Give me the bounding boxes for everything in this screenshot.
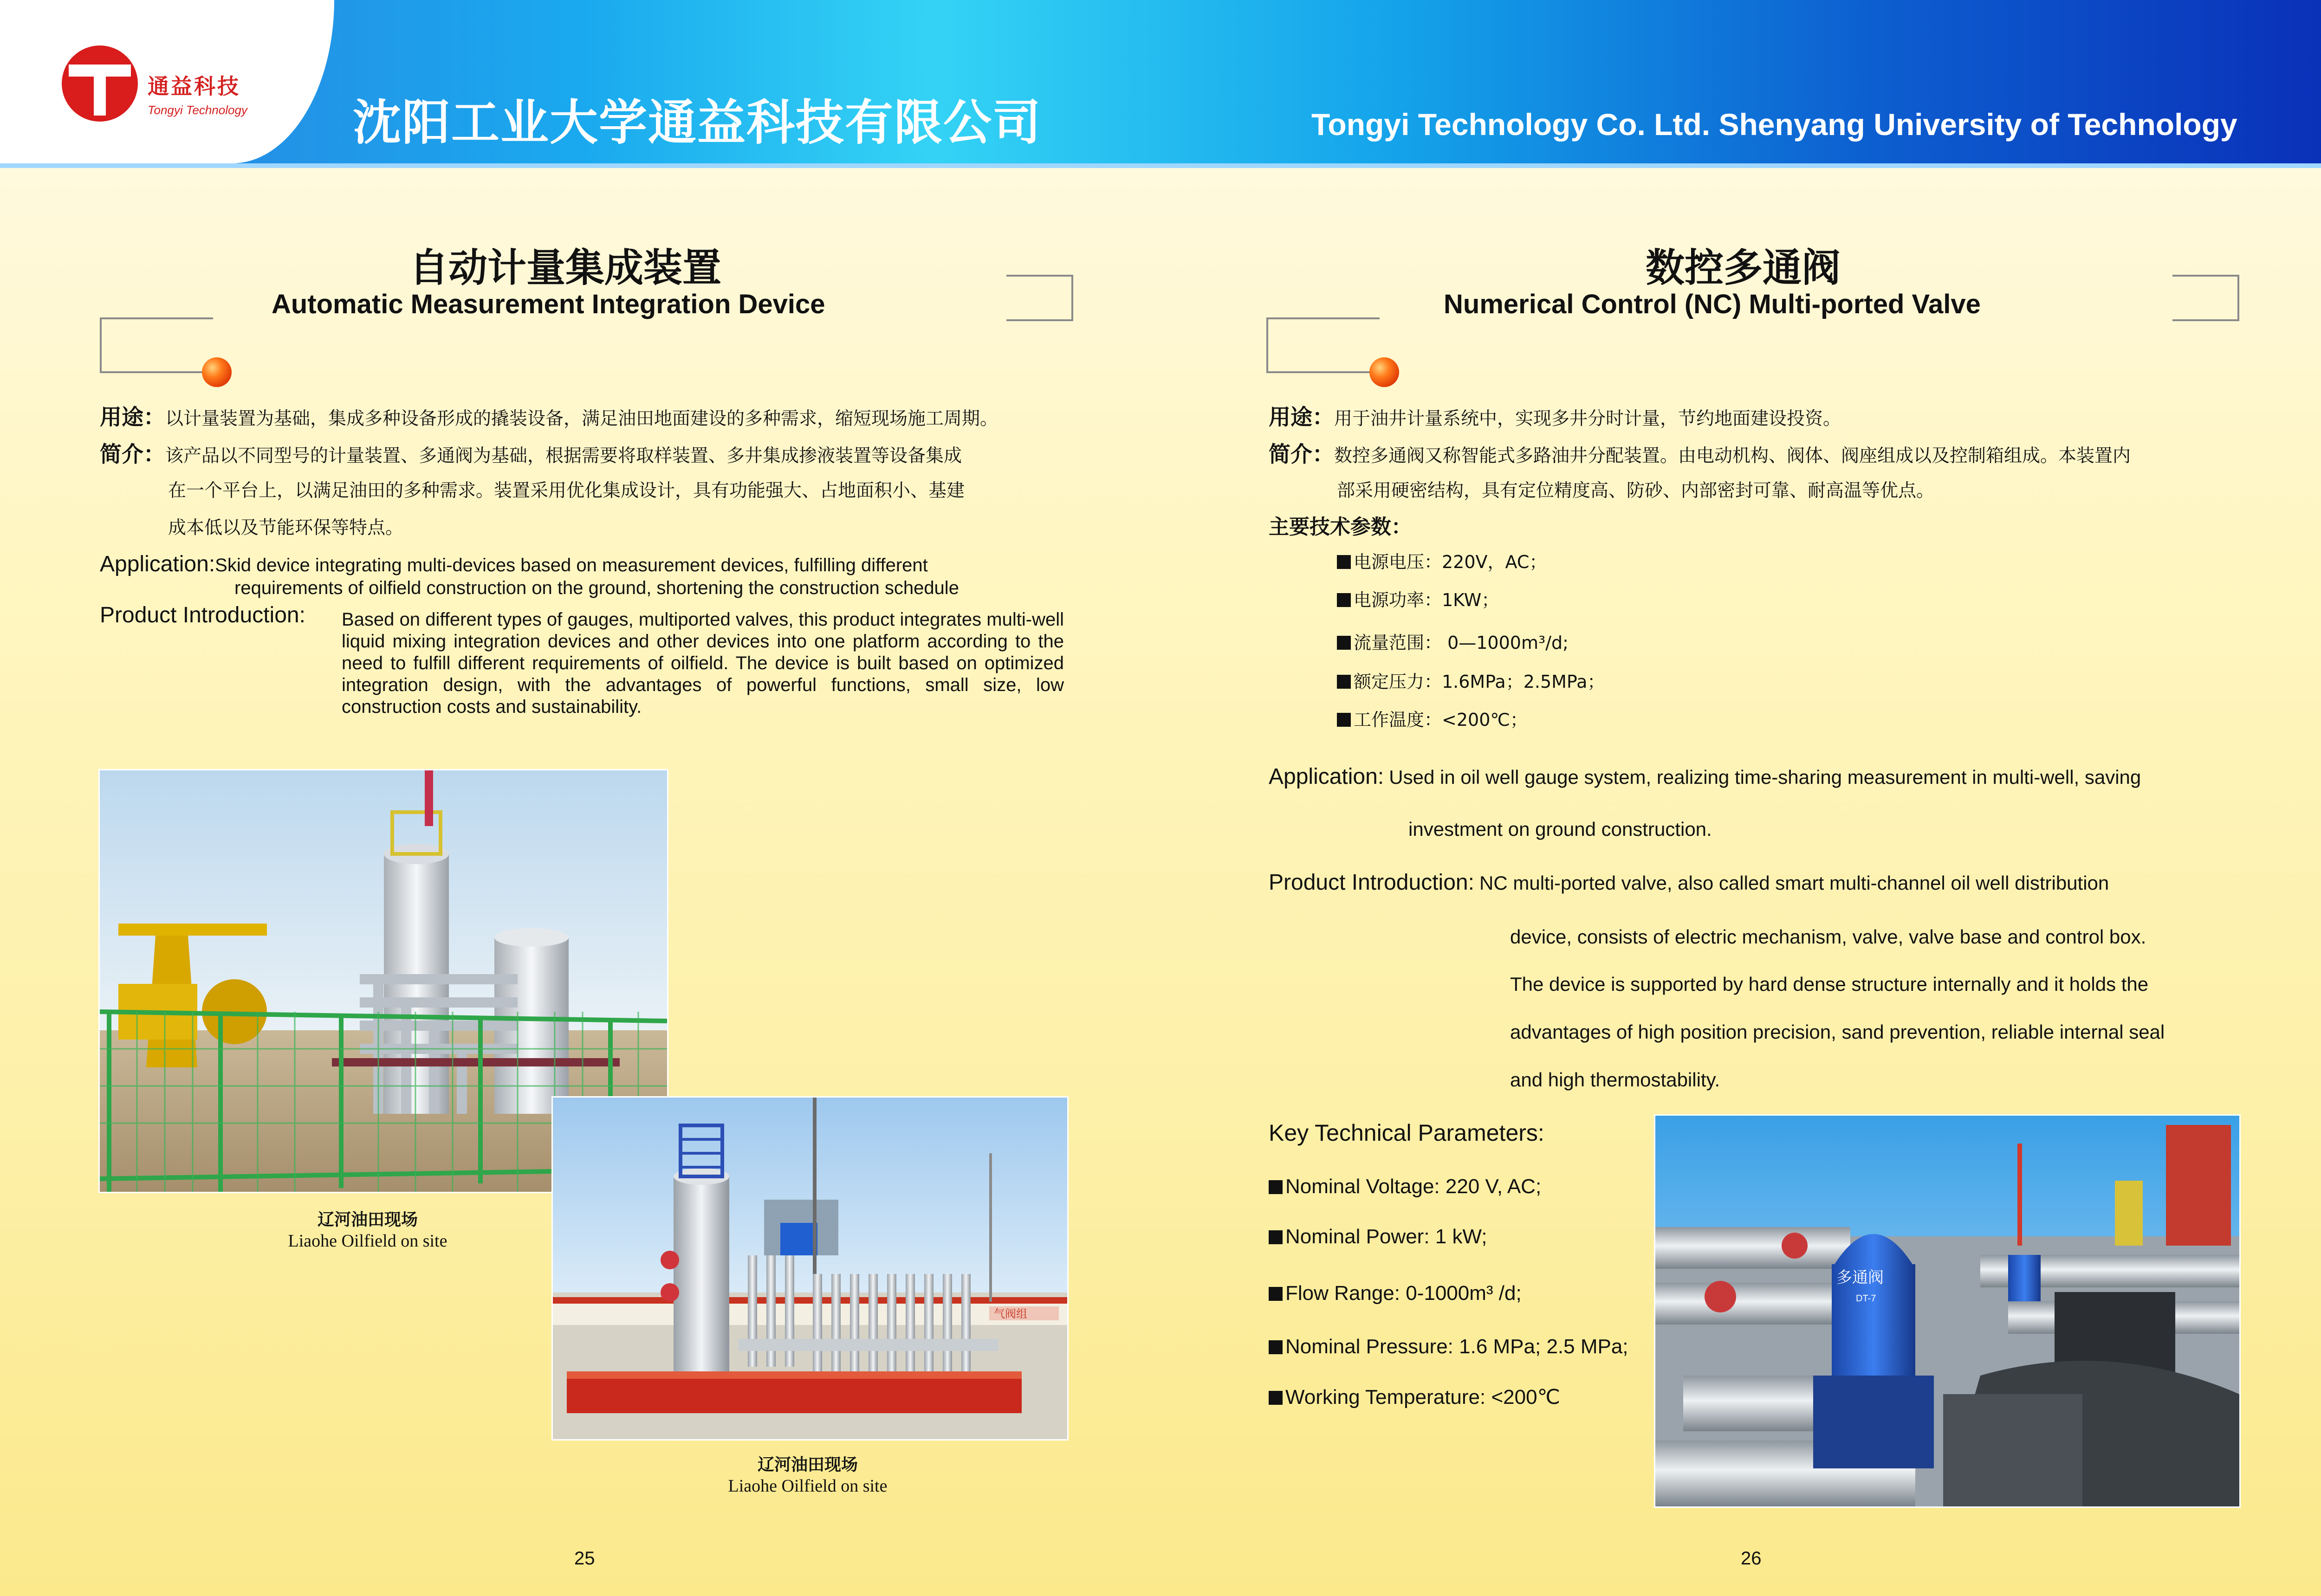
left-prod-label: Product Introduction: [100, 603, 305, 627]
valve-label-cn: 多通阀 [1836, 1268, 1884, 1287]
right-title-frame-left [1266, 317, 1380, 373]
photo-liaohe-valve-set [551, 1096, 1069, 1441]
page-number-right: 26 [1741, 1548, 1762, 1569]
right-prod-line: advantages of high position precision, sand prevention, reliable internal seal [1510, 1021, 2165, 1043]
right-params-en-title: Key Technical Parameters: [1269, 1120, 1544, 1146]
left-intro-line3: 成本低以及节能环保等特点。 [168, 517, 404, 538]
right-intro-label: 简介： [1269, 442, 1334, 467]
logo-text-cn: 通益科技 [148, 74, 240, 99]
right-app-line1: Used in oil well gauge system, realizing time-sharing measurement in multi-well, saving [1389, 766, 2141, 788]
right-intro-line1: 数控多通阀又称智能式多路油井分配装置。由电动机构、阀体、阀座组成以及控制箱组成。本装置内 [1334, 446, 2131, 466]
left-intro-line2: 在一个平台上，以满足油田的多种需求。装置采用优化集成设计，具有功能强大、占地面积小、基建 [168, 480, 965, 501]
left-intro-line1: 该产品以不同型号的计量装置、多通阀为基础，根据需要将取样装置、多井集成掺液装置等设备集成 [165, 446, 962, 466]
left-title-cn: 自动计量集成装置 [409, 245, 722, 291]
param-cn-item: 电源电压：220V，AC； [1337, 548, 1547, 573]
photo2-caption-cn: 辽河油田现场 [757, 1455, 858, 1474]
right-title-en: Numerical Control (NC) Multi-ported Valve [1444, 289, 1981, 319]
photo2-caption-en: Liaohe Oilfield on site [728, 1476, 888, 1496]
left-title-en: Automatic Measurement Integration Device [272, 289, 825, 319]
left-usage-text: 以计量装置为基础，集成多种设备形成的撬装设备，满足油田地面建设的多种需求，缩短现场施工周期。 [165, 408, 998, 429]
site-sign-text: 气阀组 [994, 1307, 1027, 1320]
header-divider [0, 163, 2321, 168]
left-app-line2: requirements of oilfield construction on the ground, shortening the construction schedule [234, 578, 959, 598]
company-logo-icon [60, 44, 139, 123]
right-params-cn-title: 主要技术参数： [1269, 515, 1412, 539]
left-intro-label: 简介： [100, 442, 165, 467]
right-prod-line: and high thermostability. [1510, 1069, 1720, 1091]
param-cn-item: 流量范围： 0—1000m³/d; [1337, 628, 1569, 654]
nc-valve-image [1655, 1116, 2239, 1506]
header-banner [0, 0, 2321, 163]
param-cn-item: 电源功率：1KW； [1337, 586, 1499, 611]
right-intro-line2: 部采用硬密结构，具有定位精度高、防砂、内部密封可靠、耐高温等优点。 [1337, 480, 1935, 501]
param-en-item: Nominal Pressure: 1.6 MPa; 2.5 MPa; [1269, 1335, 1628, 1358]
logo-text-en: Tongyi Technology [148, 103, 247, 117]
left-usage [100, 399, 998, 438]
photo-nc-valve [1654, 1114, 2241, 1508]
left-prod-text: Based on different types of gauges, multiported valves, this product integrates multi-well liquid mixing integration devices and other devices into one platform according to the need to fulfill different requirements of oilfield. The device is built based on optimized integration design, with the advantages of powerful functions, small size, low construction costs and sustainability. [342, 609, 1064, 717]
photo1-caption-en: Liaohe Oilfield on site [288, 1231, 447, 1251]
left-usage-label: 用途： [100, 405, 165, 430]
right-usage-label: 用途： [1269, 405, 1334, 430]
right-product-intro [1269, 872, 2109, 895]
valve-set-image [553, 1098, 1067, 1439]
right-app-label: Application: [1269, 764, 1384, 789]
left-title-frame-right [1006, 275, 1073, 321]
right-intro [1269, 436, 2131, 475]
right-prod-line: NC multi-ported valve, also called smart multi-channel oil well distribution [1479, 872, 2109, 894]
company-name-cn: 沈阳工业大学通益科技有限公司 [353, 94, 1042, 151]
photo1-caption-cn: 辽河油田现场 [317, 1210, 418, 1229]
right-prod-line: device, consists of electric mechanism, valve, valve base and control box. [1510, 926, 2146, 948]
right-prod-label: Product Introduction: [1269, 870, 1474, 895]
right-prod-line: The device is supported by hard dense structure internally and it holds the [1510, 973, 2149, 995]
param-en-item: Nominal Power: 1 kW; [1269, 1225, 1487, 1248]
right-title-cn: 数控多通阀 [1646, 245, 1841, 291]
left-app-line1: Skid device integrating multi-devices based on measurement devices, fulfilling different [215, 555, 928, 575]
right-title-frame-right [2172, 275, 2239, 321]
param-en-item: Working Temperature: <200℃ [1269, 1385, 1560, 1409]
orange-bullet-icon [202, 357, 232, 387]
right-app-line2: investment on ground construction. [1408, 818, 1712, 840]
orange-bullet-icon [1369, 357, 1399, 387]
company-name-en: Tongyi Technology Co. Ltd. Shenyang University of Technology [1311, 107, 2237, 142]
left-title-frame-left [100, 317, 213, 373]
right-usage [1269, 399, 1841, 438]
valve-label-en: DT-7 [1856, 1293, 1876, 1304]
right-application [1269, 766, 2141, 789]
left-app-label: Application: [100, 552, 215, 576]
right-usage-text: 用于油井计量系统中，实现多井分时计量，节约地面建设投资。 [1334, 408, 1841, 429]
param-en-item: Flow Range: 0-1000m³ /d; [1269, 1282, 1522, 1305]
left-intro [100, 436, 962, 475]
left-application [100, 553, 1075, 576]
page-number-left: 25 [574, 1548, 595, 1569]
param-en-item: Nominal Voltage: 220 V, AC; [1269, 1175, 1541, 1198]
param-cn-item: 工作温度：<200℃； [1337, 705, 1528, 731]
param-cn-item: 额定压力：1.6MPa；2.5MPa； [1337, 667, 1605, 693]
